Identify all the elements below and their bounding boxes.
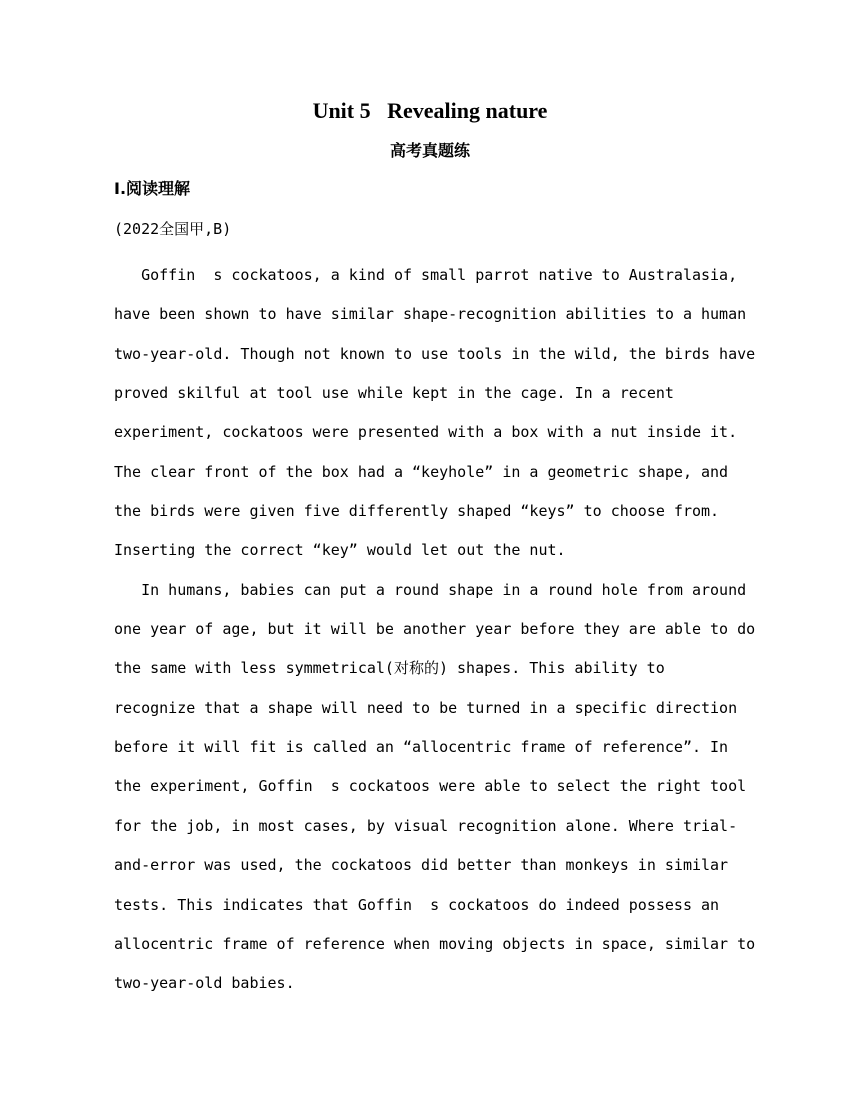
- paragraph-line: The clear front of the box had a “keyhole” in a geometric shape, and: [114, 462, 729, 481]
- question-source: (2022全国甲,B): [114, 220, 232, 238]
- paragraph-line: Inserting the correct “key” would let out the nut.: [114, 541, 566, 560]
- paragraph-line: allocentric frame of reference when moving objects in space, similar to: [114, 934, 756, 953]
- paragraph-line: tests. This indicates that Goffin s cockatoos do indeed possess an: [114, 895, 720, 914]
- unit-title: Unit 5 Revealing nature: [312, 98, 548, 123]
- paragraph-line: the experiment, Goffin s cockatoos were able to select the right tool: [114, 777, 747, 796]
- paragraph-line: recognize that a shape will need to be turned in a specific direction: [114, 698, 738, 717]
- exercise-subtitle: 高考真题练: [389, 141, 470, 160]
- paragraph-line: have been shown to have similar shape-recognition abilities to a human: [114, 305, 747, 324]
- paragraph-line: two-year-old babies.: [114, 974, 295, 993]
- paragraph-line: two-year-old. Though not known to use tools in the wild, the birds have: [114, 344, 756, 363]
- passage: [114, 256, 756, 1004]
- paragraph-line: experiment, cockatoos were presented with a box with a nut inside it.: [114, 423, 738, 442]
- section-heading: Ⅰ.阅读理解: [114, 179, 191, 198]
- paragraph: [114, 571, 756, 1004]
- paragraph-line: for the job, in most cases, by visual recognition alone. Where trial-: [114, 816, 738, 835]
- paragraph-line: one year of age, but it will be another year before they are able to do: [114, 620, 756, 639]
- paragraph-line: the birds were given five differently shaped “keys” to choose from.: [114, 502, 720, 521]
- paragraph-line: proved skilful at tool use while kept in the cage. In a recent: [114, 384, 674, 403]
- paragraph-line: the same with less symmetrical(对称的) shapes. This ability to: [114, 659, 665, 678]
- paragraph-line: before it will fit is called an “allocentric frame of reference”. In: [114, 738, 729, 757]
- paragraph-line: and-error was used, the cockatoos did better than monkeys in similar: [114, 856, 729, 875]
- paragraph-line: Goffin s cockatoos, a kind of small parrot native to Australasia,: [114, 266, 738, 284]
- paragraph-line: In humans, babies can put a round shape in a round hole from around: [114, 580, 747, 599]
- paragraph: [114, 256, 756, 571]
